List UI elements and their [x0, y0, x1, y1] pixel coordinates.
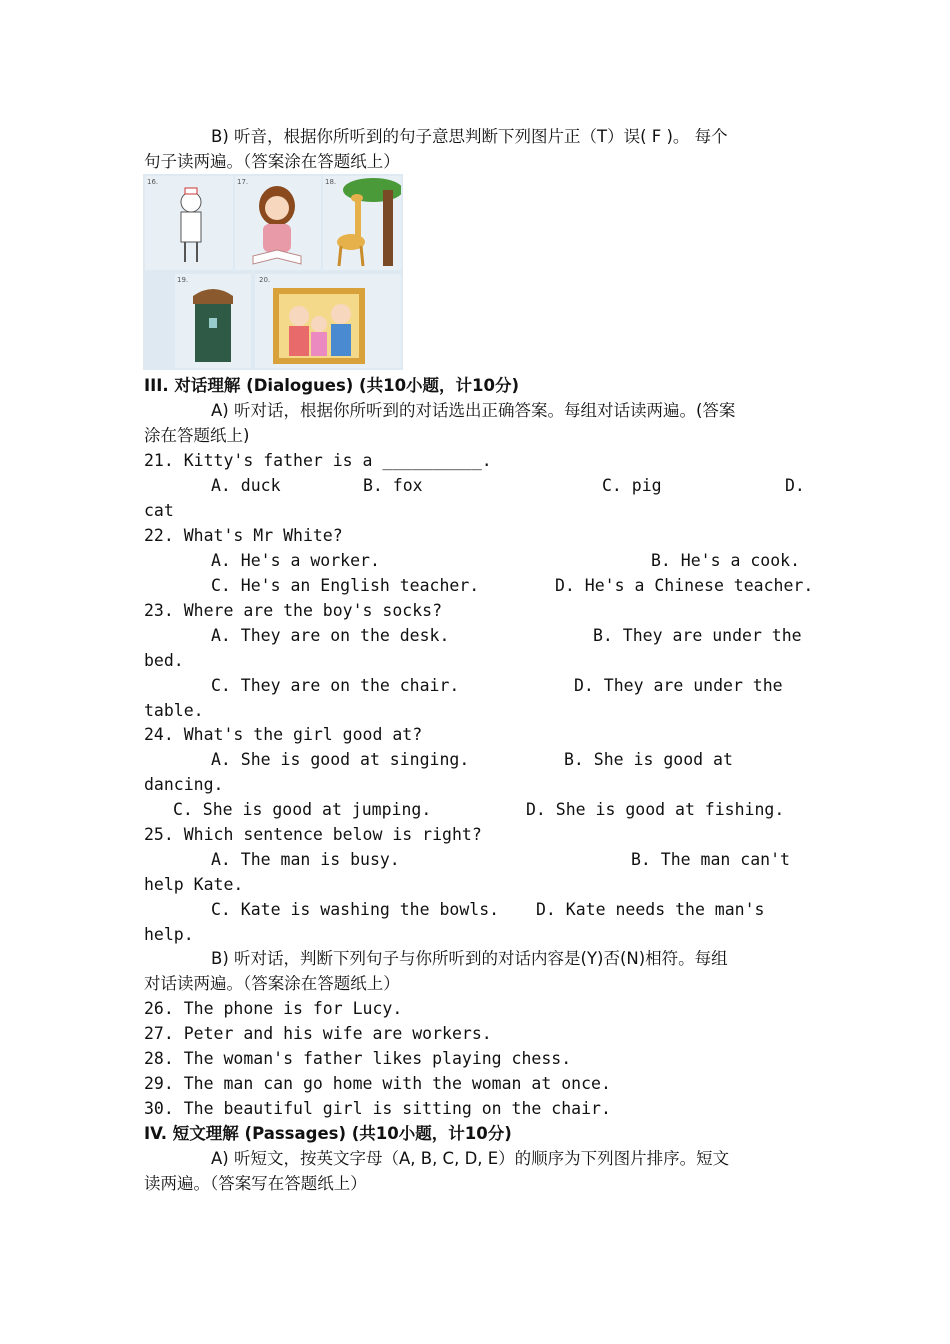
q24-option-a: A. She is good at singing.: [211, 750, 470, 769]
picture-17-girl-reading: 17.: [235, 176, 321, 270]
q21-option-d: D.: [785, 476, 805, 495]
section-3a-instruction-line1: A) 听对话，根据你所听到的对话选出正确答案。每组对话读两遍。(答案: [211, 401, 736, 420]
q22-option-a: A. He's a worker.: [211, 551, 380, 570]
question-27: 27. Peter and his wife are workers.: [144, 1024, 492, 1043]
question-30: 30. The beautiful girl is sitting on the chair.: [144, 1099, 611, 1118]
question-22: 22. What's Mr White?: [144, 526, 343, 545]
q23-option-b-cont: bed.: [144, 651, 184, 670]
q24-option-b-cont: dancing.: [144, 775, 224, 794]
q25-option-d: D. Kate needs the man's: [536, 900, 765, 919]
q21-option-a: A. duck: [211, 476, 281, 495]
q23-option-d: D. They are under the: [574, 676, 783, 695]
section-3b-instruction-line1: B) 听对话，判断下列句子与你所听到的对话内容是(Y)否(N)相符。每组: [211, 949, 728, 968]
trash-bin-icon: [175, 274, 251, 368]
girl-reading-icon: [235, 176, 321, 270]
q23-option-d-cont: table.: [144, 701, 204, 720]
picture-18-giraffe: 18.: [323, 176, 401, 270]
q24-option-d: D. She is good at fishing.: [526, 800, 785, 819]
picture-panel-16-20: [143, 174, 403, 370]
q22-option-c: C. He's an English teacher.: [211, 576, 480, 595]
q23-option-b: B. They are under the: [593, 626, 802, 645]
picture-19-trash-bin: 19.: [175, 274, 251, 368]
q21-option-b: B. fox: [363, 476, 423, 495]
section-b-instruction-line1: B) 听音，根据你所听到的句子意思判断下列图片正（T）误( F )。 每个: [211, 127, 728, 146]
picture-20-family-photo: 20.: [255, 274, 401, 368]
q23-option-a: A. They are on the desk.: [211, 626, 450, 645]
family-photo-frame-icon: [255, 274, 401, 368]
q24-option-b: B. She is good at: [564, 750, 733, 769]
section-3a-instruction-line2: 涂在答题纸上): [144, 426, 250, 445]
section-4a-instruction-line1: A) 听短文，按英文字母（A, B, C, D, E）的顺序为下列图片排序。短文: [211, 1149, 730, 1168]
question-25: 25. Which sentence below is right?: [144, 825, 482, 844]
section-4a-instruction-line2: 读两遍。（答案写在答题纸上）: [144, 1174, 367, 1193]
q21-option-d-cont: cat: [144, 501, 174, 520]
question-26: 26. The phone is for Lucy.: [144, 999, 403, 1018]
q25-option-d-cont: help.: [144, 925, 194, 944]
section-3b-instruction-line2: 对话读两遍。（答案涂在答题纸上）: [144, 974, 400, 993]
q25-option-a: A. The man is busy.: [211, 850, 400, 869]
question-24: 24. What's the girl good at?: [144, 725, 423, 744]
q25-option-b-cont: help Kate.: [144, 875, 244, 894]
q22-option-d: D. He's a Chinese teacher.: [555, 576, 814, 595]
picture-16-nurse: 16.: [145, 176, 233, 270]
q25-option-b: B. The man can't: [631, 850, 790, 869]
q22-option-b: B. He's a cook.: [651, 551, 801, 570]
section-b-instruction-line2: 句子读两遍。（答案涂在答题纸上）: [144, 152, 400, 171]
question-23: 23. Where are the boy's socks?: [144, 601, 443, 620]
q21-option-c: C. pig: [602, 476, 662, 495]
question-21: 21. Kitty's father is a __________.: [144, 451, 492, 470]
question-29: 29. The man can go home with the woman at once.: [144, 1074, 611, 1093]
section-3-heading: III. 对话理解 (Dialogues) (共10小题，计10分): [144, 376, 520, 395]
q23-option-c: C. They are on the chair.: [211, 676, 460, 695]
nurse-figure-icon: [145, 176, 233, 270]
section-4-heading: IV. 短文理解 (Passages) (共10小题，计10分): [144, 1124, 512, 1143]
q24-option-c: C. She is good at jumping.: [173, 800, 432, 819]
giraffe-tree-icon: [323, 176, 401, 270]
question-28: 28. The woman's father likes playing chess.: [144, 1049, 572, 1068]
q25-option-c: C. Kate is washing the bowls.: [211, 900, 500, 919]
